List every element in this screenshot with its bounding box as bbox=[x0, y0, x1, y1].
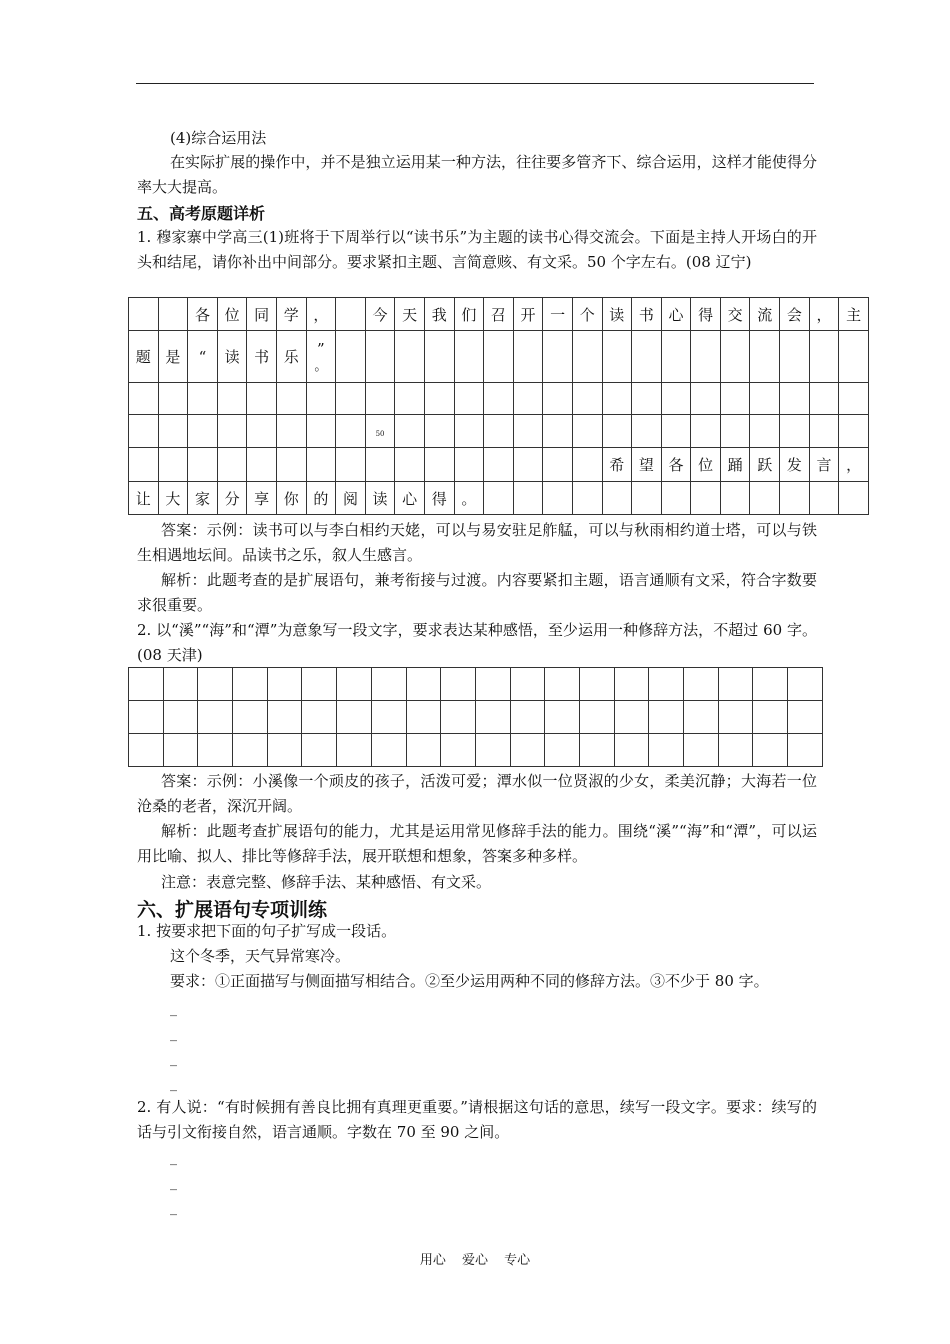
grid-cell[interactable] bbox=[188, 383, 218, 415]
grid-cell[interactable] bbox=[163, 734, 198, 767]
grid-cell[interactable] bbox=[510, 701, 545, 734]
grid-cell[interactable] bbox=[788, 701, 823, 734]
grid-cell[interactable] bbox=[371, 668, 406, 701]
q1-writing-grid bbox=[128, 297, 869, 515]
grid-cell[interactable] bbox=[839, 482, 869, 515]
method4-text: 在实际扩展的操作中，并不是独立运用某一种方法，往往要多管齐下、综合运用，这样才能使得分率大大提高。 bbox=[137, 153, 817, 196]
grid-cell[interactable] bbox=[129, 415, 159, 448]
grid-cell[interactable] bbox=[809, 415, 839, 448]
grid-cell[interactable] bbox=[684, 734, 719, 767]
grid-cell[interactable] bbox=[336, 383, 366, 415]
grid-cell[interactable] bbox=[513, 383, 543, 415]
q1-prompt: 1. 穆家寨中学高三(1)班将于下周举行以“读书乐”为主题的读书心得交流会。下面是主持人开场白的开头和结尾，请你补出中间部分。要求紧扣主题、言简意赅、有文采。50 个字左右。(08 辽宁) bbox=[137, 228, 817, 271]
grid-cell[interactable] bbox=[602, 383, 632, 415]
grid-cell[interactable]: 心 bbox=[661, 298, 691, 331]
grid-cell[interactable] bbox=[158, 298, 188, 331]
grid-cell[interactable] bbox=[475, 701, 510, 734]
grid-cell[interactable] bbox=[545, 668, 580, 701]
grid-cell[interactable] bbox=[691, 383, 721, 415]
grid-cell[interactable] bbox=[365, 415, 395, 448]
grid-cell[interactable] bbox=[217, 448, 247, 482]
grid-cell[interactable] bbox=[572, 383, 602, 415]
grid-cell[interactable] bbox=[198, 701, 233, 734]
t2-answer-line-3[interactable]: _ bbox=[170, 1200, 177, 1216]
grid-cell[interactable] bbox=[306, 448, 336, 482]
grid-cell[interactable] bbox=[788, 734, 823, 767]
grid-cell[interactable] bbox=[302, 701, 337, 734]
grid-cell[interactable] bbox=[513, 482, 543, 515]
grid-cell[interactable] bbox=[267, 734, 302, 767]
grid-cell[interactable] bbox=[780, 482, 810, 515]
section6-title: 六、扩展语句专项训练 bbox=[137, 899, 328, 921]
grid-cell[interactable] bbox=[365, 383, 395, 415]
grid-cell[interactable]: 踊 bbox=[720, 448, 750, 482]
grid-cell[interactable]: 交 bbox=[720, 298, 750, 331]
grid-row bbox=[129, 448, 869, 482]
grid-cell[interactable] bbox=[579, 668, 614, 701]
t1-answer-line-4[interactable]: _ bbox=[170, 1076, 177, 1092]
grid-cell[interactable]: 心 bbox=[395, 482, 425, 515]
grid-cell[interactable] bbox=[720, 482, 750, 515]
grid-cell[interactable] bbox=[158, 415, 188, 448]
grid-cell[interactable] bbox=[336, 415, 366, 448]
grid-cell[interactable]: 书 bbox=[247, 331, 277, 383]
grid-cell[interactable] bbox=[336, 448, 366, 482]
grid-cell[interactable] bbox=[267, 668, 302, 701]
grid-cell[interactable]: 们 bbox=[454, 298, 484, 331]
grid-cell[interactable] bbox=[661, 415, 691, 448]
grid-cell[interactable]: 得 bbox=[424, 482, 454, 515]
grid-cell[interactable] bbox=[233, 701, 268, 734]
grid-cell[interactable] bbox=[720, 415, 750, 448]
grid-cell[interactable] bbox=[513, 448, 543, 482]
grid-cell[interactable] bbox=[365, 448, 395, 482]
grid-cell[interactable] bbox=[632, 482, 662, 515]
grid-cell[interactable] bbox=[276, 383, 306, 415]
grid-cell[interactable] bbox=[684, 668, 719, 701]
grid-cell[interactable] bbox=[510, 734, 545, 767]
grid-row bbox=[129, 668, 823, 701]
grid-cell[interactable] bbox=[475, 734, 510, 767]
grid-cell[interactable] bbox=[579, 734, 614, 767]
grid-row bbox=[129, 383, 869, 415]
grid-cell[interactable] bbox=[267, 701, 302, 734]
grid-cell[interactable]: “ bbox=[188, 331, 218, 383]
t1-answer-line-3[interactable]: _ bbox=[170, 1051, 177, 1067]
section5-title: 五、高考原题详析 bbox=[137, 204, 266, 223]
grid-row bbox=[129, 482, 869, 515]
grid-cell[interactable]: 书 bbox=[632, 298, 662, 331]
grid-cell[interactable]: 同 bbox=[247, 298, 277, 331]
grid-cell[interactable] bbox=[750, 383, 780, 415]
grid-cell[interactable] bbox=[454, 383, 484, 415]
grid-cell[interactable]: 开 bbox=[513, 298, 543, 331]
t2-prompt: 2. 有人说：“有时候拥有善良比拥有真理更重要。”请根据这句话的意思，续写一段文字。要求：续写的话与引文衔接自然，语言通顺。字数在 70 至 90 之间。 bbox=[137, 1098, 817, 1141]
grid-cell[interactable] bbox=[233, 734, 268, 767]
grid-cell[interactable]: 阅 bbox=[336, 482, 366, 515]
grid-cell[interactable] bbox=[750, 415, 780, 448]
grid-cell[interactable] bbox=[247, 383, 277, 415]
page-footer: 用心 爱心 专心 bbox=[419, 1253, 531, 1268]
grid-cell[interactable]: 个 bbox=[572, 298, 602, 331]
grid-cell[interactable] bbox=[753, 668, 788, 701]
grid-cell[interactable] bbox=[302, 668, 337, 701]
grid-cell[interactable] bbox=[198, 734, 233, 767]
grid-cell[interactable] bbox=[484, 383, 514, 415]
grid-cell[interactable] bbox=[572, 331, 602, 383]
grid-cell[interactable] bbox=[632, 383, 662, 415]
grid-cell[interactable] bbox=[424, 415, 454, 448]
grid-cell[interactable] bbox=[163, 701, 198, 734]
grid-cell[interactable]: 位 bbox=[691, 448, 721, 482]
grid-cell[interactable] bbox=[337, 701, 372, 734]
grid-cell[interactable]: 位 bbox=[217, 298, 247, 331]
grid-cell[interactable] bbox=[406, 668, 441, 701]
grid-cell[interactable] bbox=[718, 701, 753, 734]
grid-cell[interactable] bbox=[691, 415, 721, 448]
grid-cell[interactable]: 乐 bbox=[276, 331, 306, 383]
grid-cell[interactable] bbox=[336, 331, 366, 383]
grid-cell[interactable] bbox=[276, 415, 306, 448]
grid-cell[interactable] bbox=[839, 415, 869, 448]
grid-cell[interactable] bbox=[513, 331, 543, 383]
grid-cell[interactable] bbox=[371, 701, 406, 734]
grid-cell[interactable] bbox=[163, 668, 198, 701]
grid-cell[interactable] bbox=[406, 701, 441, 734]
grid-cell[interactable] bbox=[454, 415, 484, 448]
grid-cell[interactable] bbox=[484, 331, 514, 383]
grid-cell[interactable] bbox=[129, 383, 159, 415]
char-count-marker: 50 bbox=[375, 430, 385, 438]
grid-cell[interactable]: 读 bbox=[217, 331, 247, 383]
grid-cell[interactable]: 跃 bbox=[750, 448, 780, 482]
grid-cell[interactable]: 大 bbox=[158, 482, 188, 515]
t1-answer-line-1[interactable]: _ bbox=[170, 1001, 177, 1017]
grid-sub-mark: 。 bbox=[314, 359, 328, 374]
grid-cell[interactable] bbox=[691, 482, 721, 515]
grid-cell[interactable]: 发 bbox=[780, 448, 810, 482]
grid-cell[interactable] bbox=[302, 734, 337, 767]
grid-cell[interactable] bbox=[572, 448, 602, 482]
grid-cell[interactable]: ， bbox=[306, 298, 336, 331]
grid-cell[interactable] bbox=[441, 668, 476, 701]
grid-cell[interactable] bbox=[543, 448, 573, 482]
grid-cell[interactable] bbox=[424, 448, 454, 482]
q1-answer: 答案：示例：读书可以与李白相约天姥，可以与易安驻足舴艋，可以与秋雨相约道士塔，可以与铁生相遇地坛间。品读书之乐，叙人生感言。 bbox=[137, 521, 817, 564]
grid-cell[interactable] bbox=[406, 734, 441, 767]
grid-cell[interactable] bbox=[691, 331, 721, 383]
grid-row bbox=[129, 331, 869, 383]
grid-cell[interactable]: ， bbox=[839, 448, 869, 482]
grid-cell[interactable] bbox=[750, 482, 780, 515]
grid-cell[interactable] bbox=[614, 701, 649, 734]
grid-cell[interactable]: 各 bbox=[188, 298, 218, 331]
grid-cell[interactable] bbox=[424, 331, 454, 383]
grid-cell[interactable] bbox=[217, 383, 247, 415]
grid-cell[interactable] bbox=[649, 701, 684, 734]
grid-cell[interactable]: 一 bbox=[543, 298, 573, 331]
grid-cell[interactable]: 你 bbox=[276, 482, 306, 515]
q2-answer: 答案：示例：小溪像一个顽皮的孩子，活泼可爱；潭水似一位贤淑的少女，柔美沉静；大海若一位沧桑的老者，深沉开阔。 bbox=[137, 772, 817, 815]
grid-cell[interactable]: 是 bbox=[158, 331, 188, 383]
grid-cell[interactable] bbox=[780, 383, 810, 415]
t2-answer-line-2[interactable]: _ bbox=[170, 1175, 177, 1191]
q1-analysis: 解析：此题考查的是扩展语句，兼考衔接与过渡。内容要紧扣主题，语言通顺有文采，符合字数要求很重要。 bbox=[137, 571, 817, 614]
q2-prompt: 2. 以“溪”“海”和“潭”为意象写一段文字，要求表达某种感悟，至少运用一种修辞方法，不超过 60 字。(08 天津) bbox=[137, 621, 817, 664]
grid-cell[interactable]: 家 bbox=[188, 482, 218, 515]
grid-cell[interactable] bbox=[543, 415, 573, 448]
grid-cell[interactable] bbox=[545, 734, 580, 767]
grid-cell[interactable] bbox=[306, 383, 336, 415]
grid-cell[interactable] bbox=[129, 448, 159, 482]
grid-cell[interactable] bbox=[753, 701, 788, 734]
grid-cell[interactable] bbox=[661, 383, 691, 415]
grid-cell[interactable] bbox=[809, 383, 839, 415]
grid-cell[interactable]: 主 bbox=[839, 298, 869, 331]
grid-cell[interactable] bbox=[753, 734, 788, 767]
grid-cell[interactable] bbox=[475, 668, 510, 701]
grid-cell[interactable]: 学 bbox=[276, 298, 306, 331]
grid-cell[interactable] bbox=[661, 482, 691, 515]
grid-cell[interactable] bbox=[247, 448, 277, 482]
t2-answer-line-1[interactable]: _ bbox=[170, 1150, 177, 1166]
grid-cell[interactable]: 希 bbox=[602, 448, 632, 482]
grid-cell[interactable]: 今 bbox=[365, 298, 395, 331]
grid-cell[interactable] bbox=[718, 668, 753, 701]
grid-cell[interactable] bbox=[441, 734, 476, 767]
grid-cell[interactable] bbox=[632, 331, 662, 383]
grid-cell[interactable] bbox=[579, 701, 614, 734]
grid-cell[interactable] bbox=[543, 331, 573, 383]
grid-cell[interactable] bbox=[602, 482, 632, 515]
grid-cell[interactable] bbox=[129, 734, 164, 767]
grid-cell[interactable] bbox=[510, 668, 545, 701]
grid-cell[interactable] bbox=[158, 383, 188, 415]
grid-cell[interactable] bbox=[839, 331, 869, 383]
grid-cell[interactable] bbox=[395, 448, 425, 482]
grid-cell[interactable] bbox=[247, 415, 277, 448]
grid-cell[interactable] bbox=[306, 415, 336, 448]
grid-cell[interactable]: 得 bbox=[691, 298, 721, 331]
grid-cell[interactable]: 的 bbox=[306, 482, 336, 515]
grid-cell[interactable]: 我 bbox=[424, 298, 454, 331]
grid-cell[interactable]: 流 bbox=[750, 298, 780, 331]
grid-cell[interactable]: 天 bbox=[395, 298, 425, 331]
grid-row bbox=[129, 415, 869, 448]
grid-cell[interactable] bbox=[839, 383, 869, 415]
grid-cell[interactable] bbox=[365, 331, 395, 383]
grid-cell[interactable] bbox=[484, 482, 514, 515]
grid-cell[interactable] bbox=[395, 415, 425, 448]
grid-cell[interactable] bbox=[718, 734, 753, 767]
grid-cell[interactable]: ” 。 bbox=[306, 331, 336, 383]
grid-cell[interactable] bbox=[780, 331, 810, 383]
grid-cell[interactable]: 让 bbox=[129, 482, 159, 515]
grid-cell[interactable] bbox=[233, 668, 268, 701]
q2-writing-grid bbox=[128, 667, 823, 767]
grid-row bbox=[129, 298, 869, 331]
q2-note: 注意：表意完整、修辞手法、某种感悟、有文采。 bbox=[161, 873, 492, 891]
grid-cell[interactable] bbox=[484, 415, 514, 448]
grid-cell[interactable] bbox=[614, 668, 649, 701]
grid-cell[interactable]: 召 bbox=[484, 298, 514, 331]
grid-cell[interactable] bbox=[129, 298, 159, 331]
grid-cell[interactable] bbox=[129, 701, 164, 734]
grid-cell[interactable] bbox=[276, 448, 306, 482]
t1-requirements: 要求：①正面描写与侧面描写相结合。②至少运用两种不同的修辞方法。③不少于 80 字。 bbox=[170, 972, 769, 990]
t1-answer-line-2[interactable]: _ bbox=[170, 1026, 177, 1042]
grid-cell[interactable] bbox=[441, 701, 476, 734]
grid-cell[interactable] bbox=[454, 448, 484, 482]
grid-cell[interactable]: 题 bbox=[129, 331, 159, 383]
grid-cell[interactable] bbox=[720, 383, 750, 415]
grid-cell[interactable]: 各 bbox=[661, 448, 691, 482]
grid-cell[interactable] bbox=[649, 668, 684, 701]
grid-cell[interactable] bbox=[543, 383, 573, 415]
grid-cell[interactable]: 读 bbox=[602, 298, 632, 331]
grid-cell[interactable] bbox=[129, 668, 164, 701]
grid-cell[interactable] bbox=[371, 734, 406, 767]
grid-cell[interactable] bbox=[543, 482, 573, 515]
grid-cell[interactable] bbox=[809, 331, 839, 383]
grid-row bbox=[129, 734, 823, 767]
grid-cell[interactable] bbox=[572, 415, 602, 448]
grid-cell[interactable]: 。 bbox=[454, 482, 484, 515]
t1-prompt: 1. 按要求把下面的句子扩写成一段话。 bbox=[137, 922, 397, 940]
method4-title: (4)综合运用法 bbox=[170, 129, 267, 147]
grid-cell[interactable] bbox=[602, 331, 632, 383]
grid-cell[interactable] bbox=[337, 668, 372, 701]
grid-cell[interactable] bbox=[188, 448, 218, 482]
grid-cell[interactable]: 读 bbox=[365, 482, 395, 515]
q2-analysis: 解析：此题考查扩展语句的能力，尤其是运用常见修辞手法的能力。围绕“溪”“海”和“潭”，可以运用比喻、拟人、排比等修辞手法，展开联想和想象，答案多种多样。 bbox=[137, 822, 817, 865]
grid-cell[interactable]: 享 bbox=[247, 482, 277, 515]
grid-cell[interactable] bbox=[513, 415, 543, 448]
grid-cell[interactable] bbox=[395, 331, 425, 383]
grid-cell[interactable] bbox=[572, 482, 602, 515]
grid-cell[interactable]: ， bbox=[809, 298, 839, 331]
grid-cell[interactable] bbox=[614, 734, 649, 767]
grid-cell[interactable] bbox=[198, 668, 233, 701]
grid-cell[interactable] bbox=[720, 331, 750, 383]
grid-cell[interactable] bbox=[545, 701, 580, 734]
grid-cell[interactable] bbox=[602, 415, 632, 448]
grid-cell[interactable]: 言 bbox=[809, 448, 839, 482]
grid-row bbox=[129, 701, 823, 734]
grid-cell[interactable] bbox=[336, 298, 366, 331]
grid-cell[interactable]: 望 bbox=[632, 448, 662, 482]
header-rule bbox=[136, 83, 814, 84]
grid-cell[interactable] bbox=[454, 331, 484, 383]
grid-cell[interactable] bbox=[750, 331, 780, 383]
grid-cell[interactable] bbox=[809, 482, 839, 515]
grid-cell[interactable] bbox=[424, 383, 454, 415]
grid-cell[interactable]: 会 bbox=[780, 298, 810, 331]
grid-cell[interactable] bbox=[395, 383, 425, 415]
grid-cell[interactable] bbox=[788, 668, 823, 701]
grid-cell[interactable] bbox=[158, 448, 188, 482]
grid-cell[interactable]: 分 bbox=[217, 482, 247, 515]
grid-cell[interactable] bbox=[649, 734, 684, 767]
grid-cell[interactable] bbox=[188, 415, 218, 448]
grid-cell[interactable] bbox=[661, 331, 691, 383]
grid-cell[interactable] bbox=[632, 415, 662, 448]
t1-sentence: 这个冬季，天气异常寒冷。 bbox=[170, 947, 351, 965]
grid-cell[interactable] bbox=[684, 701, 719, 734]
grid-cell[interactable] bbox=[780, 415, 810, 448]
grid-cell[interactable] bbox=[217, 415, 247, 448]
grid-cell[interactable] bbox=[484, 448, 514, 482]
grid-cell[interactable] bbox=[337, 734, 372, 767]
